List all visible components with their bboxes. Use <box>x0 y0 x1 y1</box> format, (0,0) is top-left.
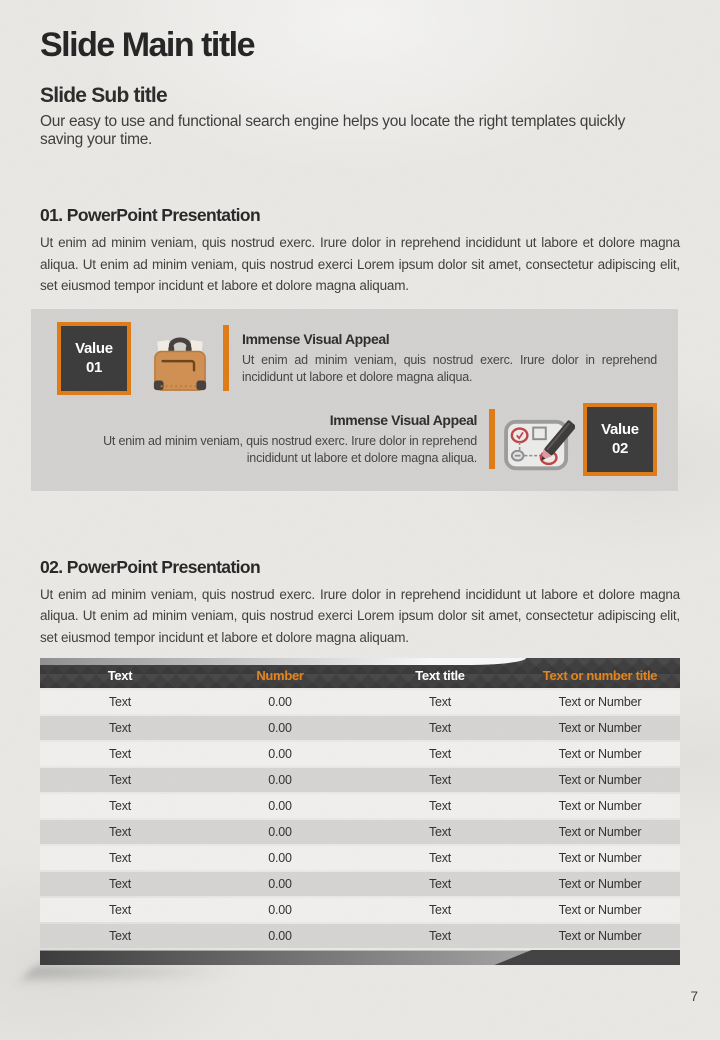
section-02 <box>40 557 680 966</box>
table-cell: 0.00 <box>268 695 292 709</box>
table-row <box>40 872 680 896</box>
accent-bar <box>223 325 229 391</box>
table-cell: 0.00 <box>268 851 292 865</box>
table-cell: Text <box>108 747 132 761</box>
header-cell-text-title: Text title <box>415 667 465 683</box>
table-cell: Text <box>428 799 452 813</box>
table-cell: Text or Number <box>558 747 642 761</box>
value-badge-2 <box>583 403 657 476</box>
table-row <box>40 716 680 740</box>
table-cell: Text <box>428 695 452 709</box>
table-cell: Text or Number <box>558 695 642 709</box>
table-cell: Text <box>428 747 452 761</box>
header-cell-text: Text <box>107 667 133 683</box>
table-header-row <box>40 658 680 688</box>
feature-body: Ut enim ad minim veniam, quis nostrud exerc. Irure dolor in reprehend incididunt ut labore et dolore magna aliqua. <box>103 433 477 465</box>
table-drop-shadow <box>23 965 274 979</box>
table-cell: 0.00 <box>268 825 292 839</box>
table-cell: Text <box>428 773 452 787</box>
page-number: 7 <box>690 989 698 1004</box>
value-badge-number: 01 <box>85 359 103 376</box>
page-title: Slide Main title <box>40 26 255 64</box>
table-cell: Text or Number <box>558 721 642 735</box>
header-cell-number: Number <box>256 667 304 683</box>
table-cell: Text <box>428 877 452 891</box>
table-cell: Text <box>428 903 452 917</box>
table-cell: Text <box>108 695 132 709</box>
table-footer-bar <box>40 950 680 965</box>
table-cell: Text <box>108 721 132 735</box>
table-cell: Text <box>108 903 132 917</box>
table-row <box>40 690 680 714</box>
data-table <box>40 658 680 965</box>
value-badge-label: Value <box>601 420 639 438</box>
feature-panel <box>31 309 678 491</box>
section1-body: Ut enim ad minim veniam, quis nostrud exerc. Irure dolor in reprehend incididunt ut labore et dolore magna aliqua. Ut enim ad minim veniam, quis nostrud exerci Lorem ipsum dolor sit amet, consectetur adipiscing elit, set eiusmod tempor incidunt et labore et dolore magna aliquam. <box>40 235 680 293</box>
table-body <box>40 690 680 948</box>
table-cell: Text <box>108 929 132 943</box>
header-swoosh-decoration <box>40 658 526 665</box>
feature-text-block-2 <box>57 412 477 467</box>
table-cell: 0.00 <box>268 747 292 761</box>
table-row <box>40 846 680 870</box>
feature-text-block-1 <box>242 331 657 386</box>
table-cell: Text or Number <box>558 929 642 943</box>
value-badge-number: 02 <box>611 440 629 457</box>
whiteboard-marker-icon <box>503 414 575 476</box>
table-cell: Text or Number <box>558 903 642 917</box>
section2-heading: 02. PowerPoint Presentation <box>40 556 261 577</box>
table-cell: Text <box>428 851 452 865</box>
value-badge-label: Value <box>75 339 113 357</box>
table-row <box>40 924 680 948</box>
table-cell: Text or Number <box>558 799 642 813</box>
accent-bar <box>489 409 495 469</box>
feature-row-2 <box>57 403 657 476</box>
table-cell: Text or Number <box>558 825 642 839</box>
table-cell: Text <box>108 877 132 891</box>
table-cell: Text <box>108 851 132 865</box>
table-cell: Text <box>428 721 452 735</box>
feature-title: Immense Visual Appeal <box>329 411 477 428</box>
briefcase-icon <box>149 335 211 395</box>
table-cell: Text <box>108 825 132 839</box>
table-cell: 0.00 <box>268 799 292 813</box>
header-cell-text-or-number-title: Text or number title <box>542 667 658 683</box>
feature-body: Ut enim ad minim veniam, quis nostrud exerc. Irure dolor in reprehend incididunt ut labore et dolore magna aliqua. <box>242 352 657 384</box>
intro-text: Our easy to use and functional search engine helps you locate the right templates quickly saving your time. <box>40 113 626 148</box>
table-cell: 0.00 <box>268 773 292 787</box>
table-cell: Text or Number <box>558 851 642 865</box>
feature-row-1 <box>57 322 657 395</box>
value-badge-1 <box>57 322 131 395</box>
table-cell: Text <box>428 929 452 943</box>
section-01 <box>40 205 680 491</box>
table-row <box>40 820 680 844</box>
table-cell: Text <box>108 773 132 787</box>
table-row <box>40 794 680 818</box>
feature-title: Immense Visual Appeal <box>242 330 390 347</box>
table-cell: Text <box>108 799 132 813</box>
table-cell: 0.00 <box>268 721 292 735</box>
table-cell: Text or Number <box>558 877 642 891</box>
page-subtitle: Slide Sub title <box>40 84 167 107</box>
section2-body: Ut enim ad minim veniam, quis nostrud exerc. Irure dolor in reprehend incididunt ut labore et dolore magna aliqua. Ut enim ad minim veniam, quis nostrud exerci Lorem ipsum dolor sit amet, consectetur adipiscing elit, set eiusmod tempor incidunt et labore et dolore magna aliquam. <box>40 586 680 645</box>
table-cell: 0.00 <box>268 929 292 943</box>
table-row <box>40 768 680 792</box>
table-cell: 0.00 <box>268 877 292 891</box>
table-cell: 0.00 <box>268 903 292 917</box>
table-row <box>40 742 680 766</box>
table-cell: Text or Number <box>558 773 642 787</box>
section1-heading: 01. PowerPoint Presentation <box>40 205 261 225</box>
table-cell: Text <box>428 825 452 839</box>
table-row <box>40 898 680 922</box>
